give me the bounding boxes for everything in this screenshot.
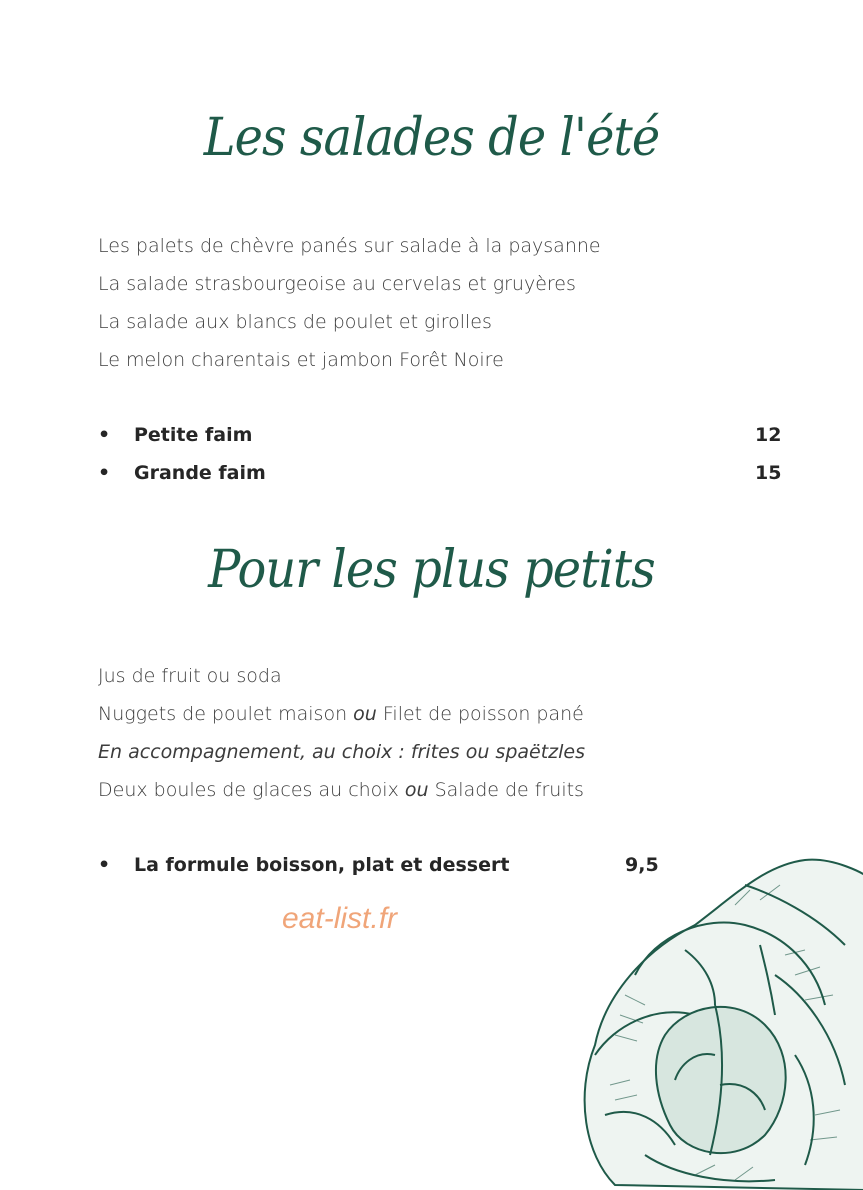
price-value: 12 (755, 424, 782, 446)
price-label: Grande faim (134, 462, 266, 484)
kids-main-or: ou (353, 703, 377, 725)
kids-drink: Jus de fruit ou soda (98, 665, 282, 687)
kids-dessert-or: ou (404, 779, 429, 801)
salad-item-2: La salade strasbourgeoise au cervelas et gruyères (98, 273, 576, 295)
kids-dessert-a: Deux boules de glaces au choix (98, 779, 405, 801)
bullet: • (98, 854, 111, 876)
kids-main (98, 703, 584, 725)
kids-main-b: Filet de poisson pané (376, 703, 584, 725)
bullet: • (98, 424, 111, 446)
price-label: Petite faim (134, 424, 253, 446)
kids-main-a: Nuggets de poulet maison (98, 703, 354, 725)
price-label: La formule boisson, plat et dessert (134, 854, 510, 876)
kids-dessert-b: Salade de fruits (428, 779, 584, 801)
cabbage-illustration-icon (575, 855, 863, 1190)
price-value: 15 (755, 462, 782, 484)
kids-side: En accompagnement, au choix : frites ou spaëtzles (98, 741, 586, 763)
watermark: eat-list.fr (282, 902, 398, 935)
salad-item-1: Les palets de chèvre panés sur salade à la paysanne (98, 235, 601, 257)
kids-title: Pour les plus petits (208, 540, 655, 600)
price-value: 9,5 (625, 854, 659, 876)
salad-item-3: La salade aux blancs de poulet et girolles (98, 311, 492, 333)
salad-item-4: Le melon charentais et jambon Forêt Noire (98, 349, 504, 371)
bullet: • (98, 462, 111, 484)
salads-title: Les salades de l'été (203, 108, 660, 168)
kids-dessert (98, 779, 584, 801)
